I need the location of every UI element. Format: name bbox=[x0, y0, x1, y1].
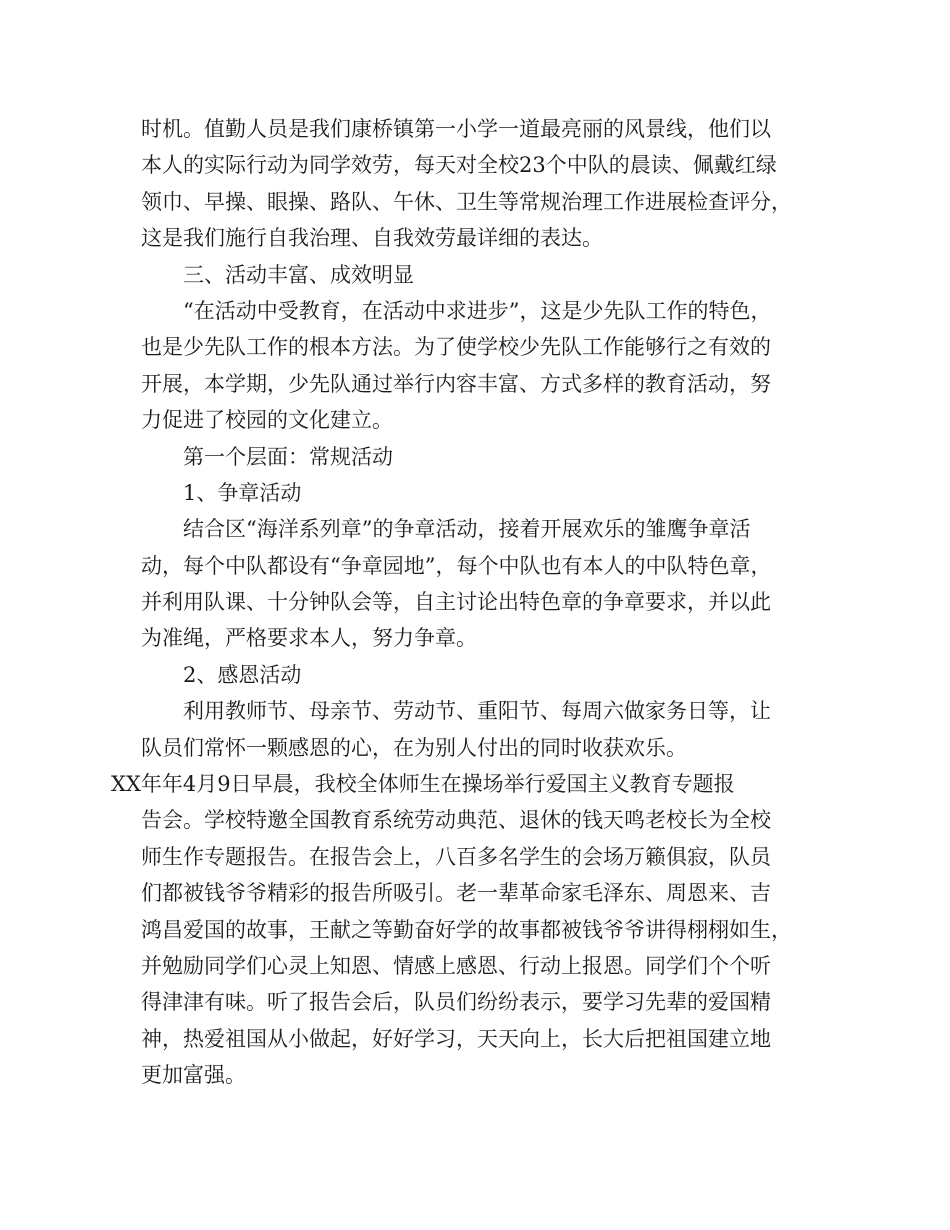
text-line: 动，每个中队都设有“争章园地”，每个中队也有本人的中队特色章， bbox=[141, 553, 772, 578]
item-heading bbox=[141, 475, 841, 511]
document-body bbox=[111, 111, 841, 1094]
text-line: 本人的实际行动为同学效劳，每天对全校23个中队的晨读、佩戴红绿 bbox=[141, 153, 777, 178]
text-line: 鸿昌爱国的故事，王献之等勤奋好学的故事都被钱爷爷讲得栩栩如生， bbox=[141, 917, 792, 942]
text-line: 师生作专题报告。在报告会上，八百多名学生的会场万籁俱寂，队员 bbox=[141, 844, 771, 869]
section-heading bbox=[141, 257, 841, 293]
paragraph-patriotic-report bbox=[111, 766, 841, 1094]
text-line: 也是少先队工作的根本方法。为了使学校少先队工作能够行之有效的 bbox=[141, 335, 771, 360]
text-line: 领巾、早操、眼操、路队、午休、卫生等常规治理工作进展检查评分， bbox=[141, 189, 792, 214]
item-heading bbox=[141, 657, 841, 693]
text-line: 并勉励同学们心灵上知恩、情感上感恩、行动上报恩。同学们个个听 bbox=[141, 953, 771, 978]
text-line: 开展，本学期，少先队通过举行内容丰富、方式多样的教育活动，努 bbox=[141, 371, 771, 396]
heading-text: 1、争章活动 bbox=[183, 480, 302, 505]
text-line: 时机。值勤人员是我们康桥镇第一小学一道最亮丽的风景线，他们以 bbox=[141, 117, 771, 141]
text-line: “在活动中受教育，在活动中求进步”，这是少先队工作的特色， bbox=[183, 298, 772, 323]
text-line: 告会。学校特邀全国教育系统劳动典范、退休的钱天鸣老校长为全校 bbox=[141, 808, 771, 833]
paragraph-duty-staff bbox=[141, 111, 841, 257]
text-line: 得津津有味。听了报告会后，队员们纷纷表示，要学习先辈的爱国精 bbox=[141, 990, 771, 1015]
text-line: XX年年4月9日早晨，我校全体师生在操场举行爱国主义教育专题报 bbox=[111, 772, 735, 797]
heading-text: 第一个层面：常规活动 bbox=[183, 444, 393, 469]
paragraph-activities-intro bbox=[141, 293, 841, 439]
paragraph-badge-activity bbox=[141, 511, 841, 657]
paragraph-gratitude-activity bbox=[141, 693, 841, 766]
text-line: 结合区“海洋系列章”的争章活动，接着开展欢乐的雏鹰争章活 bbox=[183, 517, 751, 542]
text-line: 利用教师节、母亲节、劳动节、重阳节、每周六做家务日等，让 bbox=[183, 699, 771, 724]
heading-text: 三、活动丰富、成效明显 bbox=[183, 262, 414, 287]
heading-text: 2、感恩活动 bbox=[183, 662, 302, 687]
text-line: 神，热爱祖国从小做起，好好学习，天天向上，长大后把祖国建立地 bbox=[141, 1026, 771, 1051]
text-line: 更加富强。 bbox=[141, 1063, 246, 1088]
text-line: 队员们常怀一颗感恩的心，在为别人付出的同时收获欢乐。 bbox=[141, 735, 687, 760]
text-line: 力促进了校园的文化建立。 bbox=[141, 408, 393, 433]
text-line: 们都被钱爷爷精彩的报告所吸引。老一辈革命家毛泽东、周恩来、吉 bbox=[141, 881, 771, 906]
subsection-heading bbox=[141, 439, 841, 475]
text-line: 这是我们施行自我治理、自我效劳最详细的表达。 bbox=[141, 226, 603, 251]
text-line: 并利用队课、十分钟队会等，自主讨论出特色章的争章要求，并以此 bbox=[141, 590, 771, 615]
text-line: 为准绳，严格要求本人，努力争章。 bbox=[141, 626, 477, 651]
